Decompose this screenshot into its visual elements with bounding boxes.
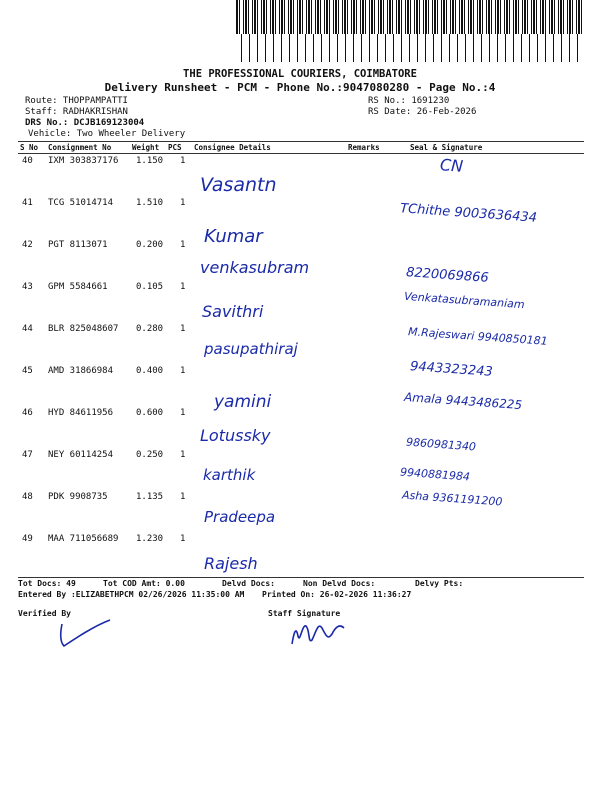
- drs-no: DRS No.: DCJB169123004: [25, 118, 145, 128]
- row-consignment-no: HYD 84611956: [48, 408, 114, 418]
- row-pcs: 1: [180, 156, 186, 166]
- row-weight: 1.230: [136, 534, 164, 544]
- col-sno: S No: [20, 143, 39, 152]
- row-consignee-signature: venkasubram: [200, 258, 310, 277]
- row-seal-signature: 9940881984: [399, 465, 471, 484]
- row-weight: 1.135: [136, 492, 164, 502]
- row-consignment-no: IXM 303837176: [48, 156, 119, 166]
- row-weight: 0.400: [136, 366, 164, 376]
- rs-date: RS Date: 26-Feb-2026: [368, 107, 477, 117]
- staff: Staff: RADHAKRISHAN: [25, 107, 128, 117]
- row-weight: 0.600: [136, 408, 164, 418]
- row-weight: 1.150: [136, 156, 164, 166]
- row-consignment-no: BLR 825048607: [48, 324, 119, 334]
- row-seal-signature: M.Rajeswari 9940850181: [407, 325, 549, 348]
- row-pcs: 1: [180, 198, 186, 208]
- row-sno: 49: [22, 534, 33, 544]
- row-pcs: 1: [180, 408, 186, 418]
- row-consignment-no: MAA 711056689: [48, 534, 119, 544]
- table-header-rule: [18, 153, 584, 154]
- row-consignee-signature: Vasantn: [200, 174, 277, 196]
- col-weight: Weight: [132, 143, 160, 152]
- row-seal-signature: 9860981340: [405, 435, 477, 454]
- row-sno: 47: [22, 450, 33, 460]
- row-pcs: 1: [180, 534, 186, 544]
- row-pcs: 1: [180, 282, 186, 292]
- row-sno: 41: [22, 198, 33, 208]
- row-seal-signature: CN: [439, 155, 464, 176]
- row-pcs: 1: [180, 492, 186, 502]
- row-weight: 0.280: [136, 324, 164, 334]
- non-delvd-docs: Non Delvd Docs:: [303, 579, 376, 588]
- doc-title: THE PROFESSIONAL COURIERS, COIMBATORE: [183, 68, 417, 80]
- doc-subtitle: Delivery Runsheet - PCM - Phone No.:9047080280 - Page No.:4: [104, 81, 496, 94]
- verified-signature: [40, 612, 120, 648]
- row-weight: 0.250: [136, 450, 164, 460]
- row-consignee-signature: yamini: [214, 392, 272, 412]
- row-pcs: 1: [180, 240, 186, 250]
- entered-by: Entered By :ELIZABETHPCM 02/26/2026 11:35:00 AM: [18, 590, 245, 599]
- row-pcs: 1: [180, 450, 186, 460]
- row-sno: 46: [22, 408, 33, 418]
- row-sno: 48: [22, 492, 33, 502]
- row-consignment-no: TCG 51014714: [48, 198, 114, 208]
- printed-on: Printed On: 26-02-2026 11:36:27: [262, 590, 412, 599]
- row-seal-signature: Venkatasubramaniam: [403, 289, 525, 312]
- row-consignee-signature: Rajesh: [204, 554, 258, 573]
- row-consignee-signature: Kumar: [204, 226, 263, 247]
- row-consignee-signature: Pradeepa: [204, 508, 276, 526]
- table-bottom-rule: [18, 577, 584, 578]
- row-sno: 45: [22, 366, 33, 376]
- row-seal-signature: Asha 9361191200: [401, 488, 503, 509]
- row-consignment-no: AMD 31866984: [48, 366, 114, 376]
- tot-docs: Tot Docs: 49: [18, 579, 76, 588]
- row-sno: 42: [22, 240, 33, 250]
- row-sno: 40: [22, 156, 33, 166]
- row-seal-signature: 8220069866: [405, 265, 490, 286]
- row-sno: 43: [22, 282, 33, 292]
- col-pcs: PCS: [168, 143, 182, 152]
- row-pcs: 1: [180, 324, 186, 334]
- col-consignee: Consignee Details: [194, 143, 271, 152]
- row-pcs: 1: [180, 366, 186, 376]
- row-seal-signature: Amala 9443486225: [403, 389, 523, 413]
- row-weight: 0.105: [136, 282, 164, 292]
- row-consignee-signature: pasupathiraj: [204, 340, 298, 358]
- row-seal-signature: 9443323243: [409, 359, 494, 380]
- route: Route: THOPPAMPATTI: [25, 96, 128, 106]
- row-seal-signature: TChithe 9003636434: [399, 201, 538, 226]
- col-seal: Seal & Signature: [410, 143, 483, 152]
- row-weight: 1.510: [136, 198, 164, 208]
- tot-cod: Tot COD Amt: 0.00: [103, 579, 185, 588]
- row-consignment-no: NEY 60114254: [48, 450, 114, 460]
- row-consignee-signature: Savithri: [202, 302, 264, 321]
- rs-no: RS No.: 1691230: [368, 96, 450, 106]
- row-weight: 0.200: [136, 240, 164, 250]
- vehicle: Vehicle: Two Wheeler Delivery: [28, 129, 186, 139]
- row-consignment-no: PGT 8113071: [48, 240, 108, 250]
- verified-by-label: Verified By: [18, 609, 71, 618]
- delvd-docs: Delvd Docs:: [222, 579, 275, 588]
- row-consignee-signature: karthik: [203, 466, 256, 484]
- col-consignment: Consignment No: [48, 143, 112, 152]
- row-consignment-no: PDK 9908735: [48, 492, 108, 502]
- staff-signature-label: Staff Signature: [268, 609, 341, 618]
- row-consignee-signature: Lotussky: [200, 426, 271, 445]
- delvy-pts: Delvy Pts:: [415, 579, 464, 588]
- col-remarks: Remarks: [348, 143, 380, 152]
- staff-signature: [288, 614, 352, 654]
- row-sno: 44: [22, 324, 33, 334]
- barcode: [236, 0, 582, 62]
- row-consignment-no: GPM 5584661: [48, 282, 108, 292]
- table-top-rule: [18, 141, 584, 142]
